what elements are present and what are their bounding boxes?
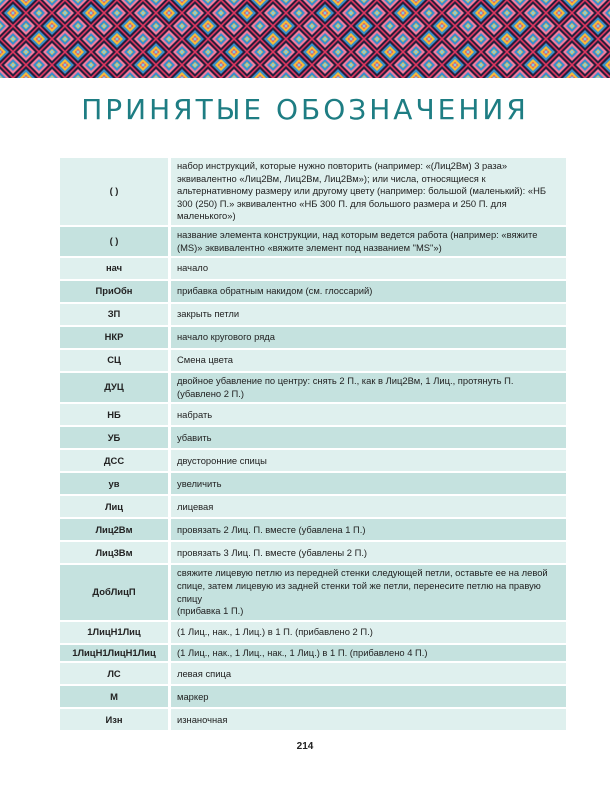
table-row (60, 258, 566, 279)
abbreviation-cell: Изн (60, 709, 171, 730)
abbreviation-cell: М (60, 686, 171, 707)
abbreviation-cell: НБ (60, 404, 171, 425)
diamond-pattern-graphic (0, 0, 610, 78)
description-cell: прибавка обратным накидом (см. глоссарий) (171, 281, 566, 302)
abbreviations-table (60, 156, 566, 732)
description-cell: увеличить (171, 473, 566, 494)
abbreviation-cell: УБ (60, 427, 171, 448)
description-cell: маркер (171, 686, 566, 707)
abbreviation-cell: ( ) (60, 227, 171, 256)
table-row (60, 304, 566, 325)
description-cell: набор инструкций, которые нужно повторить (например: «(Лиц2Вм) 3 раза» эквивалентно «Лиц2Вм, Лиц2Вм, Лиц2Вм»); или числа, относящиеся к альтернативному размеру или другому цвету (например: большой (маленький): «НБ 300 (250) П.» эквивалентно «НБ 300 П. для большого размера и 250 П. для маленького») (171, 158, 566, 225)
table-row (60, 158, 566, 225)
table-row (60, 519, 566, 540)
abbreviation-cell: 1ЛицН1Лиц (60, 622, 171, 643)
description-cell: убавить (171, 427, 566, 448)
description-cell: двусторонние спицы (171, 450, 566, 471)
table-row (60, 496, 566, 517)
table-row (60, 227, 566, 256)
description-cell: изнаночная (171, 709, 566, 730)
table-row (60, 645, 566, 662)
abbreviation-cell: ДУЦ (60, 373, 171, 402)
description-cell: провязать 3 Лиц. П. вместе (убавлены 2 П.) (171, 542, 566, 563)
abbreviation-cell: ЗП (60, 304, 171, 325)
description-cell: свяжите лицевую петлю из передней стенки следующей петли, оставьте ее на левой спице, затем лицевую из задней стенки той же петли, перенесите петлю на правую спицу (прибавка 1 П.) (171, 565, 566, 619)
table-row (60, 663, 566, 684)
description-cell: (1 Лиц., нак., 1 Лиц., нак., 1 Лиц.) в 1 П. (прибавлено 4 П.) (171, 645, 566, 662)
abbreviation-cell: ДСС (60, 450, 171, 471)
description-cell: (1 Лиц., нак., 1 Лиц.) в 1 П. (прибавлено 2 П.) (171, 622, 566, 643)
abbreviation-cell: Лиц2Вм (60, 519, 171, 540)
abbreviation-cell: нач (60, 258, 171, 279)
table-row (60, 565, 566, 619)
description-cell: набрать (171, 404, 566, 425)
abbreviation-cell: НКР (60, 327, 171, 348)
description-cell: двойное убавление по центру: снять 2 П., как в Лиц2Вм, 1 Лиц., протянуть П. (убавлено 2 П.) (171, 373, 566, 402)
table-row (60, 542, 566, 563)
table-row (60, 427, 566, 448)
table-row (60, 404, 566, 425)
table-row (60, 473, 566, 494)
abbreviation-cell: ув (60, 473, 171, 494)
abbreviation-cell: Лиц3Вм (60, 542, 171, 563)
description-cell: начало (171, 258, 566, 279)
page-number: 214 (296, 741, 314, 752)
abbreviations-table-body (60, 158, 566, 730)
description-cell: провязать 2 Лиц. П. вместе (убавлена 1 П.) (171, 519, 566, 540)
abbreviation-cell: ( ) (60, 158, 171, 225)
table-row (60, 373, 566, 402)
description-cell: лицевая (171, 496, 566, 517)
table-row (60, 450, 566, 471)
abbreviation-cell: ПриОбн (60, 281, 171, 302)
abbreviation-cell: Лиц (60, 496, 171, 517)
description-cell: Смена цвета (171, 350, 566, 371)
table-row (60, 686, 566, 707)
description-cell: название элемента конструкции, над которым ведется работа (например: «вяжите (MS)» эквивалентно «вяжите элемент под названием "MS"») (171, 227, 566, 256)
description-cell: левая спица (171, 663, 566, 684)
table-row (60, 709, 566, 730)
abbreviation-cell: ДобЛицП (60, 565, 171, 619)
table-row (60, 327, 566, 348)
description-cell: начало кругового ряда (171, 327, 566, 348)
decorative-pattern-banner (0, 0, 610, 78)
abbreviation-cell: СЦ (60, 350, 171, 371)
abbreviation-cell: 1ЛицН1ЛицН1Лиц (60, 645, 171, 662)
table-row (60, 281, 566, 302)
description-cell: закрыть петли (171, 304, 566, 325)
table-row (60, 350, 566, 371)
abbreviation-cell: ЛС (60, 663, 171, 684)
table-row (60, 622, 566, 643)
page-title: ПРИНЯТЫЕ ОБОЗНАЧЕНИЯ (81, 93, 529, 126)
